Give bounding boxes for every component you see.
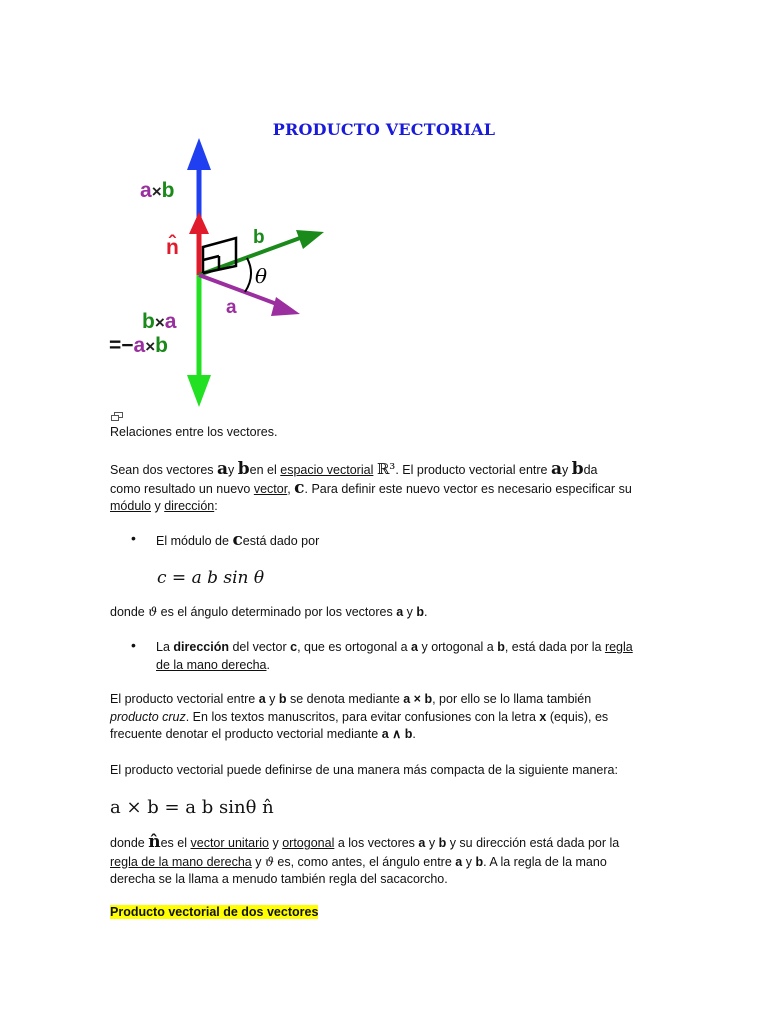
formula-modulo: c = a b sin θ [157, 568, 265, 588]
link-direccion[interactable]: dirección [164, 499, 215, 513]
link-ortogonal[interactable]: ortogonal [282, 836, 335, 850]
label-a: a [226, 297, 237, 318]
bullet-modulo: El módulo de cestá dado por [156, 530, 320, 550]
neg-axb-arrowhead [187, 375, 211, 407]
paragraph-theta: donde ϑ es el ángulo determinado por los vectores a y b. [110, 604, 428, 619]
paragraph-compact: El producto vectorial puede definirse de una manera más compacta de la siguiente manera: [110, 763, 618, 777]
b-arrowhead [296, 230, 324, 249]
bullet-dot: • [131, 530, 136, 546]
theta-arc [245, 258, 251, 292]
link-espacio-vectorial[interactable]: espacio vectorial [280, 463, 374, 477]
a-arrowhead [271, 297, 300, 316]
a-vector [199, 275, 282, 306]
link-vector[interactable]: vector [253, 481, 288, 496]
cross-product-diagram [100, 130, 340, 415]
link-regla-mano-derecha[interactable]: regla [604, 640, 633, 654]
caption-enlarge-icon[interactable] [111, 412, 123, 421]
label-axb: a×b [140, 179, 175, 202]
formula-cross-product: a × b = a b sinθ n̂ [110, 797, 274, 818]
label-n-hat: n̂ [166, 236, 179, 259]
link-modulo[interactable]: módulo [110, 499, 151, 513]
axb-arrowhead [187, 138, 211, 170]
label-theta: θ [255, 264, 268, 288]
link-vector-unitario[interactable]: vector unitario [190, 836, 270, 850]
page-title: PRODUCTO VECTORIAL [272, 120, 496, 139]
bullet-direccion: La dirección del vector c, que es ortogonal a a y ortogonal a b, está dada por la regla de la mano derecha. [156, 640, 633, 672]
label-b: b [253, 227, 265, 248]
n-hat-arrowhead [189, 212, 209, 234]
link-regla-mano-derecha-cont[interactable]: de la mano derecha [156, 657, 267, 672]
bullet-dot: • [131, 637, 136, 653]
section-heading: Producto vectorial de dos vectores [110, 905, 319, 919]
figure-caption: Relaciones entre los vectores. [110, 425, 278, 439]
paragraph-notation: El producto vectorial entre a y b se denota mediante a × b, por ello se lo llama también producto cruz. En los textos manuscritos, para evitar confusiones con la letra x (equis), es frecuente denotar el producto vectorial mediante a ∧ b. [110, 692, 609, 741]
link-regla-mano-derecha-2[interactable]: regla de la mano derecha [110, 854, 252, 869]
paragraph-unit-vector: donde n̂es el vector unitario y ortogonal a los vectores a y b y su dirección está dada por la regla de la mano derecha y ϑ es, como antes, el ángulo entre a y b. A la regla de la mano derecha se la llama a menudo también regla del sacacorcho. [110, 832, 620, 886]
label-bxa: b×a [142, 310, 177, 333]
label-neg-axb: =−a×b [109, 334, 168, 357]
paragraph-intro: Sean dos vectores ay ben el espacio vectorial ℝ³. El producto vectorial entre ay bda como resultado un nuevo vector, c. Para definir este nuevo vector es necesario especificar su módulo y dirección: [110, 459, 632, 513]
